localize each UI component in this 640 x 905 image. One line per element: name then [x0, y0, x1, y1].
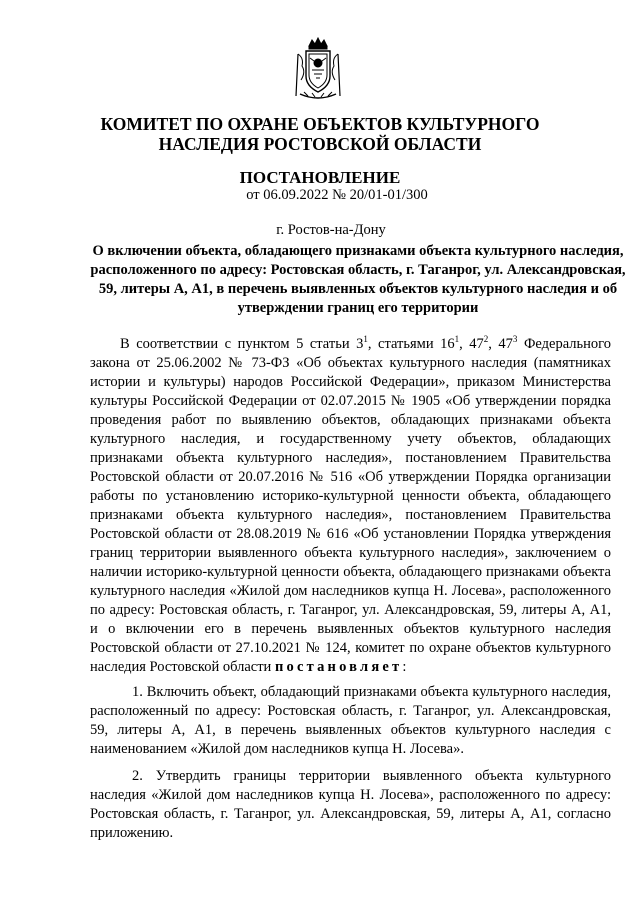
document-date-number: от 06.09.2022 № 20/01-01/300 — [246, 187, 428, 203]
preamble-text-4: , 47 — [488, 336, 513, 352]
decree-word: постановляет — [274, 659, 403, 675]
superscript: 1 — [363, 334, 368, 345]
preamble-paragraph — [90, 335, 611, 677]
superscript: 2 — [483, 334, 489, 345]
superscript: 1 — [454, 334, 460, 345]
document-subject: О включении объекта, обладающего признаками объекта культурного наследия, расположенного по адресу: Ростовская область, г. Таганрог, ул. Александровская, 59, литеры А, А1, в перечень выявленных объектов культурного наследия и об утверждении границ его территории — [90, 243, 626, 316]
decree-item-1: 1. Включить объект, обладающий признаками объекта культурного наследия, расположенный по адресу: Ростовская область, г. Таганрог, ул. Александровская, 59, литеры А, А1, в перечень выявленных объектов культурного наследия с наименованием «Жилой дом наследников купца Н. Лосева». — [90, 684, 611, 757]
document-type-title: ПОСТАНОВЛЕНИЕ — [239, 168, 401, 187]
organization-name-line1: КОМИТЕТ ПО ОХРАНЕ ОБЪЕКТОВ КУЛЬТУРНОГО — [100, 114, 540, 134]
superscript: 3 — [512, 334, 518, 345]
coat-of-arms-icon — [292, 36, 344, 100]
decree-colon: : — [402, 659, 407, 675]
document-city: г. Ростов-на-Дону — [276, 222, 386, 238]
preamble-text-1: В соответствии с пунктом 5 статьи 3 — [120, 336, 364, 352]
decree-item-2: 2. Утвердить границы территории выявленного объекта культурного наследия «Жилой дом наследников купца Н. Лосева», расположенного по адресу: Ростовская область, г. Таганрог, ул. Александровская, 59, литеры А, А1, согласно приложению. — [90, 768, 611, 841]
preamble-text-2: , статьями 16 — [367, 336, 455, 352]
organization-name-line2: НАСЛЕДИЯ РОСТОВСКОЙ ОБЛАСТИ — [158, 134, 482, 154]
preamble-text-5: Федерального закона от 25.06.2002 № 73-ФЗ «Об объектах культурного наследия (памятниках истории и культуры) народов Российской Федерации», приказом Министерства культуры Российской Федерации от 02.07.2015 № 1905 «Об утверждении порядка проведения работ по выявлению объектов, обладающих признаками объекта культурного наследия, и государственному учету объектов, обладающих признаками объекта культурного наследия», постановлением Правительства Ростовской области от 20.07.2016 № 516 «Об утверждении Порядка организации работы по установлению историко-культурной ценности объекта, обладающего признаками объекта культурного наследия», постановлением Правительства Ростовской области от 28.08.2019 № 616 «Об установлении Порядка утверждения границ территории выявленного объекта культурного наследия», заключением о наличии историко-культурной ценности объекта, обладающего признаками объекта культурного наследия «Жилой дом наследников купца Н. Лосева», расположенного по адресу: Ростовская область, г. Таганрог, ул. Александровская, 59, литеры А, А1, и о включении его в перечень выявленных объектов культурного наследия Ростовской области от 27.10.2021 № 124, комитет по охране объектов культурного наследия Ростовской области — [90, 336, 611, 675]
preamble-text-3: , 47 — [459, 336, 484, 352]
